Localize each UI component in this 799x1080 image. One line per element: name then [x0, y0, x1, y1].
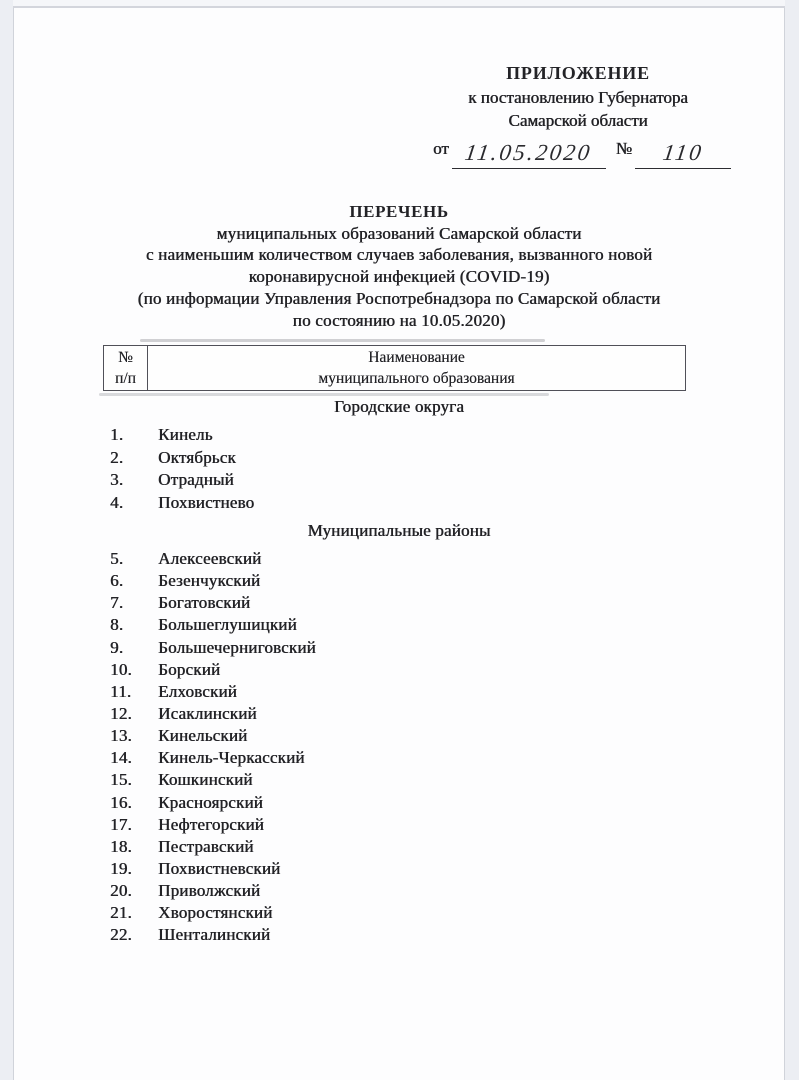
item-name: Похвистнево	[158, 493, 255, 513]
list-item	[14, 769, 784, 791]
item-number: 4.	[110, 493, 124, 513]
section-heading-city-districts: Городские округа	[334, 397, 464, 416]
date-label: от	[433, 138, 449, 158]
list-item	[14, 902, 784, 924]
item-number: 21.	[110, 903, 132, 923]
title-line-6: по состоянию на 10.05.2020)	[292, 310, 506, 330]
item-number: 8.	[110, 615, 124, 635]
item-number: 17.	[110, 814, 132, 834]
list-item	[14, 614, 784, 636]
item-number: 15.	[110, 770, 132, 790]
col1-line-1: №	[118, 349, 133, 366]
list-item	[14, 924, 784, 946]
item-number: 7.	[110, 593, 124, 613]
list-municipal-rayons	[14, 548, 784, 947]
title-line-4: коронавирусной инфекцией (COVID-19)	[248, 267, 550, 287]
handwritten-number: 110	[661, 139, 705, 165]
list-item	[14, 681, 784, 703]
item-name: Большеглушицкий	[158, 615, 297, 635]
table-header-cell-number	[104, 346, 148, 390]
item-name: Кинельский	[158, 726, 248, 746]
col2-line-2: муниципального образования	[318, 370, 515, 387]
number-underline	[635, 141, 731, 169]
item-number: 14.	[110, 748, 132, 768]
list-item	[14, 792, 784, 814]
list-item	[14, 858, 784, 880]
item-name: Шенталинский	[158, 925, 271, 945]
item-name: Отрадный	[158, 470, 234, 490]
item-number: 5.	[110, 549, 124, 569]
item-number: 13.	[110, 726, 132, 746]
list-item	[14, 492, 784, 515]
item-number: 11.	[110, 681, 132, 701]
item-name: Исаклинский	[158, 704, 257, 724]
table-header-cell-name	[148, 346, 685, 390]
item-number: 9.	[110, 637, 124, 657]
list-item	[14, 548, 784, 570]
list-city-districts	[14, 424, 784, 514]
number-label: №	[615, 138, 632, 158]
item-name: Кинель-Черкасский	[158, 748, 305, 768]
item-name: Похвистневский	[158, 859, 281, 879]
list-item	[14, 703, 784, 725]
section-heading-municipal-rayons: Муниципальные районы	[307, 521, 491, 540]
document-title: ПЕРЕЧЕНЬ	[349, 202, 449, 221]
date-underline	[452, 141, 606, 169]
list-item	[14, 814, 784, 836]
list-item	[14, 747, 784, 769]
item-name: Красноярский	[158, 792, 263, 812]
item-name: Пестравский	[158, 836, 254, 856]
item-name: Большечерниговский	[158, 637, 316, 657]
list-item	[14, 659, 784, 681]
title-line-5: (по информации Управления Роспотребнадзора по Самарской области	[137, 288, 661, 308]
document-page	[13, 8, 785, 1080]
list-item	[14, 880, 784, 902]
item-number: 3.	[110, 470, 124, 490]
table-header	[103, 345, 686, 391]
title-line-2: муниципальных образований Самарской области	[216, 223, 582, 243]
item-name: Нефтегорский	[158, 814, 264, 834]
item-number: 16.	[110, 792, 132, 812]
col2-line-1: Наименование	[368, 349, 465, 366]
list-item	[14, 592, 784, 614]
item-number: 2.	[110, 447, 124, 467]
item-name: Кошкинский	[158, 770, 253, 790]
handwritten-date: 11.05.2020	[463, 139, 594, 165]
item-number: 6.	[110, 571, 124, 591]
item-name: Кинель	[158, 425, 213, 445]
list-item	[14, 836, 784, 858]
list-item	[14, 725, 784, 747]
appendix-subtitle-1: к постановлению Губернатора	[468, 87, 688, 107]
list-item	[14, 424, 784, 447]
col1-line-2: п/п	[115, 370, 136, 387]
item-number: 10.	[110, 659, 132, 679]
item-number: 20.	[110, 881, 132, 901]
scan-top-edge	[13, 0, 785, 8]
item-number: 12.	[110, 704, 132, 724]
appendix-subtitle-2: Самарской области	[508, 111, 648, 130]
item-name: Хворостянский	[158, 903, 273, 923]
item-name: Елховский	[158, 681, 237, 701]
title-line-3: с наименьшим количеством случаев заболевания, вызванного новой	[145, 245, 653, 265]
item-name: Борский	[158, 659, 221, 679]
item-name: Октябрьск	[158, 447, 236, 467]
list-item	[14, 469, 784, 492]
item-name: Богатовский	[158, 593, 251, 613]
appendix-header	[419, 62, 737, 169]
item-number: 19.	[110, 859, 132, 879]
date-number-row	[419, 137, 737, 169]
list-item	[14, 637, 784, 659]
item-number: 1.	[110, 425, 124, 445]
appendix-title: ПРИЛОЖЕНИЕ	[506, 63, 650, 83]
list-item	[14, 570, 784, 592]
item-number: 22.	[110, 925, 132, 945]
item-name: Приволжский	[158, 881, 261, 901]
document-title-block	[14, 201, 784, 331]
list-item	[14, 447, 784, 470]
item-name: Алексеевский	[158, 549, 262, 569]
item-number: 18.	[110, 836, 132, 856]
item-name: Безенчукский	[158, 571, 261, 591]
